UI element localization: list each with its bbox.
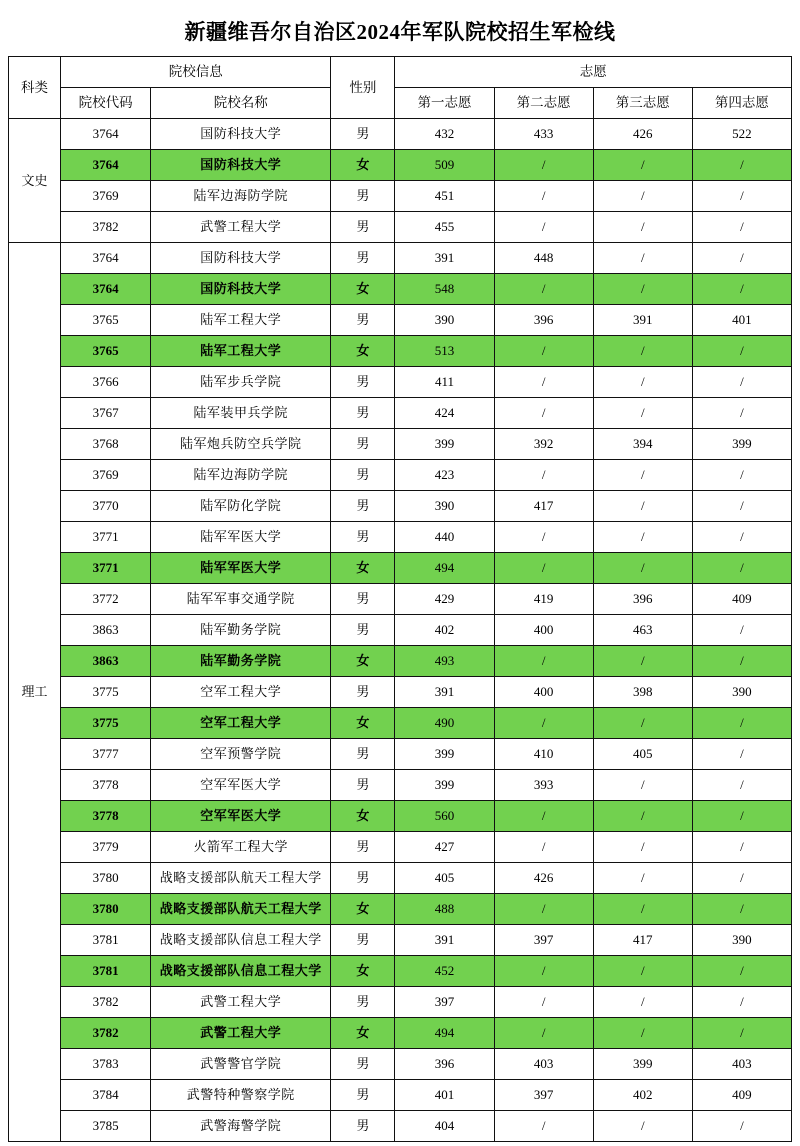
table-row [9,181,792,212]
cell-zhiyuan-2: / [494,987,593,1018]
cell-zhiyuan-4: / [692,460,791,491]
cell-sex: 男 [331,863,395,894]
cell-sex: 男 [331,243,395,274]
cell-zhiyuan-4: / [692,1111,791,1142]
cell-zhiyuan-2: / [494,1018,593,1049]
cell-school-name: 陆军军事交通学院 [151,584,331,615]
cell-school-code: 3783 [61,1049,151,1080]
cell-zhiyuan-1: 493 [395,646,494,677]
cell-zhiyuan-4: / [692,646,791,677]
cell-sex: 男 [331,398,395,429]
cell-school-code: 3765 [61,305,151,336]
cell-school-code: 3768 [61,429,151,460]
cell-zhiyuan-1: 451 [395,181,494,212]
header-row-1 [9,57,792,88]
cell-school-name: 火箭军工程大学 [151,832,331,863]
table-row [9,367,792,398]
table-row [9,150,792,181]
cell-zhiyuan-2: 397 [494,925,593,956]
table-row [9,956,792,987]
cell-zhiyuan-4: 399 [692,429,791,460]
cell-sex: 男 [331,987,395,1018]
cell-school-name: 战略支援部队航天工程大学 [151,863,331,894]
cell-zhiyuan-3: 417 [593,925,692,956]
cell-zhiyuan-1: 513 [395,336,494,367]
table-row [9,1018,792,1049]
cell-zhiyuan-3: / [593,708,692,739]
cell-zhiyuan-1: 452 [395,956,494,987]
header-row-2 [9,88,792,119]
cell-sex: 男 [331,770,395,801]
cell-school-name: 武警工程大学 [151,212,331,243]
cell-school-code: 3782 [61,987,151,1018]
cell-school-code: 3770 [61,491,151,522]
cell-zhiyuan-3: / [593,801,692,832]
table-row [9,522,792,553]
cell-zhiyuan-4: / [692,1018,791,1049]
cell-zhiyuan-1: 440 [395,522,494,553]
cell-school-name: 空军工程大学 [151,708,331,739]
table-row [9,460,792,491]
header-zhiyuan: 志愿 [395,57,792,88]
cell-sex: 男 [331,181,395,212]
cell-zhiyuan-4: / [692,398,791,429]
cell-zhiyuan-3: / [593,646,692,677]
cell-zhiyuan-4: / [692,770,791,801]
cell-zhiyuan-1: 509 [395,150,494,181]
cell-zhiyuan-1: 411 [395,367,494,398]
cell-zhiyuan-2: / [494,832,593,863]
cell-sex: 男 [331,615,395,646]
cell-school-code: 3769 [61,460,151,491]
cell-school-name: 陆军步兵学院 [151,367,331,398]
cell-school-name: 陆军勤务学院 [151,646,331,677]
page-title: 新疆维吾尔自治区2024年军队院校招生军检线 [184,20,616,44]
cell-school-name: 国防科技大学 [151,150,331,181]
cell-school-name: 空军军医大学 [151,801,331,832]
cell-zhiyuan-1: 405 [395,863,494,894]
cell-school-code: 3764 [61,243,151,274]
table-body [9,119,792,1142]
cell-zhiyuan-4: 390 [692,677,791,708]
cell-sex: 男 [331,522,395,553]
cell-school-name: 武警工程大学 [151,987,331,1018]
table-row [9,832,792,863]
cell-kelei: 文史 [9,119,61,243]
cell-zhiyuan-4: / [692,708,791,739]
cell-zhiyuan-3: / [593,553,692,584]
cell-zhiyuan-3: / [593,460,692,491]
table-row [9,398,792,429]
cell-zhiyuan-3: 399 [593,1049,692,1080]
cell-school-code: 3780 [61,863,151,894]
cell-zhiyuan-2: / [494,801,593,832]
cell-zhiyuan-3: 405 [593,739,692,770]
table-row [9,708,792,739]
cell-zhiyuan-2: 426 [494,863,593,894]
cell-zhiyuan-2: 400 [494,615,593,646]
table-row [9,1111,792,1142]
cell-sex: 女 [331,646,395,677]
table-row [9,584,792,615]
cell-zhiyuan-2: / [494,894,593,925]
table-row [9,491,792,522]
header-zhiyuan-1: 第一志愿 [395,88,494,119]
cell-zhiyuan-2: 417 [494,491,593,522]
cell-zhiyuan-4: / [692,832,791,863]
cell-zhiyuan-2: 397 [494,1080,593,1111]
cell-sex: 女 [331,553,395,584]
cell-school-name: 陆军军医大学 [151,522,331,553]
cell-zhiyuan-2: 410 [494,739,593,770]
table-row [9,212,792,243]
cell-sex: 男 [331,677,395,708]
cell-zhiyuan-4: 390 [692,925,791,956]
table-row [9,801,792,832]
cell-zhiyuan-2: 433 [494,119,593,150]
cell-zhiyuan-3: / [593,398,692,429]
cell-zhiyuan-4: / [692,150,791,181]
header-zhiyuan-4: 第四志愿 [692,88,791,119]
cell-school-name: 陆军装甲兵学院 [151,398,331,429]
cell-sex: 女 [331,708,395,739]
table-row [9,646,792,677]
cell-zhiyuan-3: 402 [593,1080,692,1111]
cell-sex: 男 [331,119,395,150]
cell-zhiyuan-3: / [593,832,692,863]
cell-zhiyuan-3: / [593,274,692,305]
cell-school-name: 陆军炮兵防空兵学院 [151,429,331,460]
cell-zhiyuan-4: 409 [692,584,791,615]
cell-zhiyuan-2: 396 [494,305,593,336]
cell-school-code: 3764 [61,274,151,305]
cell-zhiyuan-4: / [692,553,791,584]
cell-zhiyuan-2: / [494,150,593,181]
cell-school-code: 3772 [61,584,151,615]
cell-zhiyuan-2: / [494,708,593,739]
cell-school-name: 陆军勤务学院 [151,615,331,646]
cell-zhiyuan-4: / [692,491,791,522]
cell-school-code: 3771 [61,553,151,584]
cell-zhiyuan-3: 391 [593,305,692,336]
cell-sex: 女 [331,894,395,925]
table-row [9,739,792,770]
cell-zhiyuan-1: 548 [395,274,494,305]
cell-zhiyuan-1: 390 [395,305,494,336]
cell-school-code: 3785 [61,1111,151,1142]
header-school-name: 院校名称 [151,88,331,119]
cell-zhiyuan-2: 448 [494,243,593,274]
cell-sex: 男 [331,1080,395,1111]
cell-zhiyuan-4: / [692,336,791,367]
cell-school-code: 3780 [61,894,151,925]
cell-zhiyuan-2: 393 [494,770,593,801]
cell-school-name: 空军军医大学 [151,770,331,801]
cell-zhiyuan-2: / [494,212,593,243]
cell-school-code: 3777 [61,739,151,770]
cell-zhiyuan-1: 494 [395,1018,494,1049]
cell-zhiyuan-1: 399 [395,429,494,460]
cell-sex: 女 [331,956,395,987]
cell-zhiyuan-1: 399 [395,770,494,801]
cell-sex: 男 [331,832,395,863]
cell-school-name: 陆军工程大学 [151,336,331,367]
cell-school-name: 战略支援部队信息工程大学 [151,925,331,956]
cell-school-name: 战略支援部队信息工程大学 [151,956,331,987]
cell-school-code: 3781 [61,925,151,956]
cell-school-name: 武警海警学院 [151,1111,331,1142]
cell-zhiyuan-3: 396 [593,584,692,615]
cell-zhiyuan-1: 390 [395,491,494,522]
table-row [9,770,792,801]
cell-zhiyuan-3: / [593,894,692,925]
table-row [9,677,792,708]
cell-school-code: 3782 [61,212,151,243]
header-zhiyuan-3: 第三志愿 [593,88,692,119]
cell-sex: 男 [331,491,395,522]
cell-zhiyuan-4: / [692,522,791,553]
cell-school-code: 3767 [61,398,151,429]
cell-zhiyuan-1: 397 [395,987,494,1018]
table-row [9,274,792,305]
cell-school-code: 3771 [61,522,151,553]
cell-zhiyuan-4: / [692,863,791,894]
cell-zhiyuan-2: / [494,336,593,367]
cell-sex: 男 [331,212,395,243]
cell-zhiyuan-1: 429 [395,584,494,615]
cell-zhiyuan-3: 398 [593,677,692,708]
cell-zhiyuan-4: / [692,212,791,243]
cell-zhiyuan-4: / [692,801,791,832]
cell-zhiyuan-1: 432 [395,119,494,150]
cell-school-name: 武警工程大学 [151,1018,331,1049]
cell-zhiyuan-1: 402 [395,615,494,646]
cell-school-code: 3863 [61,646,151,677]
cell-zhiyuan-2: 400 [494,677,593,708]
cell-zhiyuan-3: / [593,863,692,894]
cell-zhiyuan-4: 403 [692,1049,791,1080]
table-row [9,863,792,894]
cell-zhiyuan-2: / [494,274,593,305]
cell-school-code: 3779 [61,832,151,863]
cell-school-code: 3775 [61,677,151,708]
cell-zhiyuan-3: / [593,956,692,987]
cell-zhiyuan-3: / [593,243,692,274]
cell-zhiyuan-1: 560 [395,801,494,832]
cell-zhiyuan-4: / [692,987,791,1018]
cell-zhiyuan-2: / [494,553,593,584]
cell-zhiyuan-4: / [692,243,791,274]
table-row [9,243,792,274]
cell-zhiyuan-1: 455 [395,212,494,243]
cell-zhiyuan-1: 494 [395,553,494,584]
cell-zhiyuan-2: 419 [494,584,593,615]
cell-zhiyuan-3: / [593,522,692,553]
cell-school-code: 3778 [61,801,151,832]
cell-school-name: 武警警官学院 [151,1049,331,1080]
table-row [9,1049,792,1080]
cell-zhiyuan-1: 490 [395,708,494,739]
cell-sex: 男 [331,305,395,336]
cell-sex: 女 [331,336,395,367]
cell-zhiyuan-1: 391 [395,243,494,274]
header-school-code: 院校代码 [61,88,151,119]
cell-zhiyuan-4: / [692,739,791,770]
cell-school-code: 3863 [61,615,151,646]
cell-school-code: 3781 [61,956,151,987]
cell-zhiyuan-3: / [593,1018,692,1049]
cell-zhiyuan-2: / [494,398,593,429]
cell-sex: 男 [331,429,395,460]
cell-zhiyuan-2: / [494,367,593,398]
cell-school-name: 国防科技大学 [151,274,331,305]
cell-zhiyuan-3: / [593,181,692,212]
cell-school-name: 战略支援部队航天工程大学 [151,894,331,925]
cell-sex: 男 [331,739,395,770]
cell-zhiyuan-1: 404 [395,1111,494,1142]
cell-zhiyuan-2: / [494,956,593,987]
cell-zhiyuan-1: 396 [395,1049,494,1080]
cell-school-code: 3766 [61,367,151,398]
cell-zhiyuan-1: 423 [395,460,494,491]
cell-school-name: 国防科技大学 [151,243,331,274]
admission-score-table [8,56,792,1142]
table-row [9,1080,792,1111]
cell-zhiyuan-2: / [494,460,593,491]
cell-zhiyuan-3: / [593,212,692,243]
cell-sex: 女 [331,1018,395,1049]
cell-zhiyuan-3: / [593,770,692,801]
cell-zhiyuan-2: 403 [494,1049,593,1080]
cell-zhiyuan-2: 392 [494,429,593,460]
table-header [9,57,792,119]
cell-sex: 男 [331,584,395,615]
cell-school-code: 3764 [61,150,151,181]
cell-zhiyuan-2: / [494,1111,593,1142]
cell-zhiyuan-1: 391 [395,925,494,956]
cell-school-name: 陆军边海防学院 [151,181,331,212]
cell-school-code: 3782 [61,1018,151,1049]
cell-zhiyuan-3: 426 [593,119,692,150]
cell-zhiyuan-3: 463 [593,615,692,646]
cell-zhiyuan-2: / [494,646,593,677]
table-row [9,894,792,925]
cell-sex: 女 [331,150,395,181]
cell-sex: 男 [331,367,395,398]
cell-zhiyuan-3: / [593,336,692,367]
table-row [9,987,792,1018]
cell-school-name: 武警特种警察学院 [151,1080,331,1111]
table-row [9,429,792,460]
cell-school-code: 3765 [61,336,151,367]
cell-zhiyuan-4: / [692,956,791,987]
cell-sex: 女 [331,274,395,305]
cell-sex: 女 [331,801,395,832]
cell-zhiyuan-3: / [593,1111,692,1142]
cell-zhiyuan-3: 394 [593,429,692,460]
cell-school-name: 国防科技大学 [151,119,331,150]
cell-zhiyuan-3: / [593,367,692,398]
cell-school-code: 3769 [61,181,151,212]
cell-zhiyuan-3: / [593,987,692,1018]
table-row [9,615,792,646]
cell-school-code: 3784 [61,1080,151,1111]
header-zhiyuan-2: 第二志愿 [494,88,593,119]
cell-sex: 男 [331,1049,395,1080]
cell-zhiyuan-2: / [494,522,593,553]
table-row [9,553,792,584]
cell-zhiyuan-4: / [692,274,791,305]
cell-school-name: 陆军工程大学 [151,305,331,336]
cell-zhiyuan-1: 488 [395,894,494,925]
cell-zhiyuan-1: 427 [395,832,494,863]
table-row [9,119,792,150]
cell-school-code: 3764 [61,119,151,150]
cell-zhiyuan-4: 409 [692,1080,791,1111]
table-row [9,336,792,367]
header-kelei: 科类 [9,57,61,119]
cell-zhiyuan-4: / [692,181,791,212]
cell-school-name: 陆军防化学院 [151,491,331,522]
table-row [9,925,792,956]
cell-kelei: 理工 [9,243,61,1142]
cell-school-name: 陆军边海防学院 [151,460,331,491]
cell-zhiyuan-1: 401 [395,1080,494,1111]
cell-zhiyuan-4: / [692,615,791,646]
cell-school-code: 3778 [61,770,151,801]
table-row [9,305,792,336]
cell-zhiyuan-4: 401 [692,305,791,336]
cell-zhiyuan-3: / [593,491,692,522]
cell-zhiyuan-4: / [692,367,791,398]
header-sex: 性别 [331,57,395,119]
cell-school-name: 陆军军医大学 [151,553,331,584]
cell-sex: 男 [331,1111,395,1142]
cell-zhiyuan-1: 399 [395,739,494,770]
cell-zhiyuan-1: 424 [395,398,494,429]
cell-zhiyuan-2: / [494,181,593,212]
header-school-info: 院校信息 [61,57,331,88]
cell-school-name: 空军工程大学 [151,677,331,708]
cell-sex: 男 [331,925,395,956]
cell-zhiyuan-3: / [593,150,692,181]
cell-zhiyuan-4: 522 [692,119,791,150]
cell-school-code: 3775 [61,708,151,739]
cell-zhiyuan-1: 391 [395,677,494,708]
cell-sex: 男 [331,460,395,491]
cell-zhiyuan-4: / [692,894,791,925]
cell-school-name: 空军预警学院 [151,739,331,770]
